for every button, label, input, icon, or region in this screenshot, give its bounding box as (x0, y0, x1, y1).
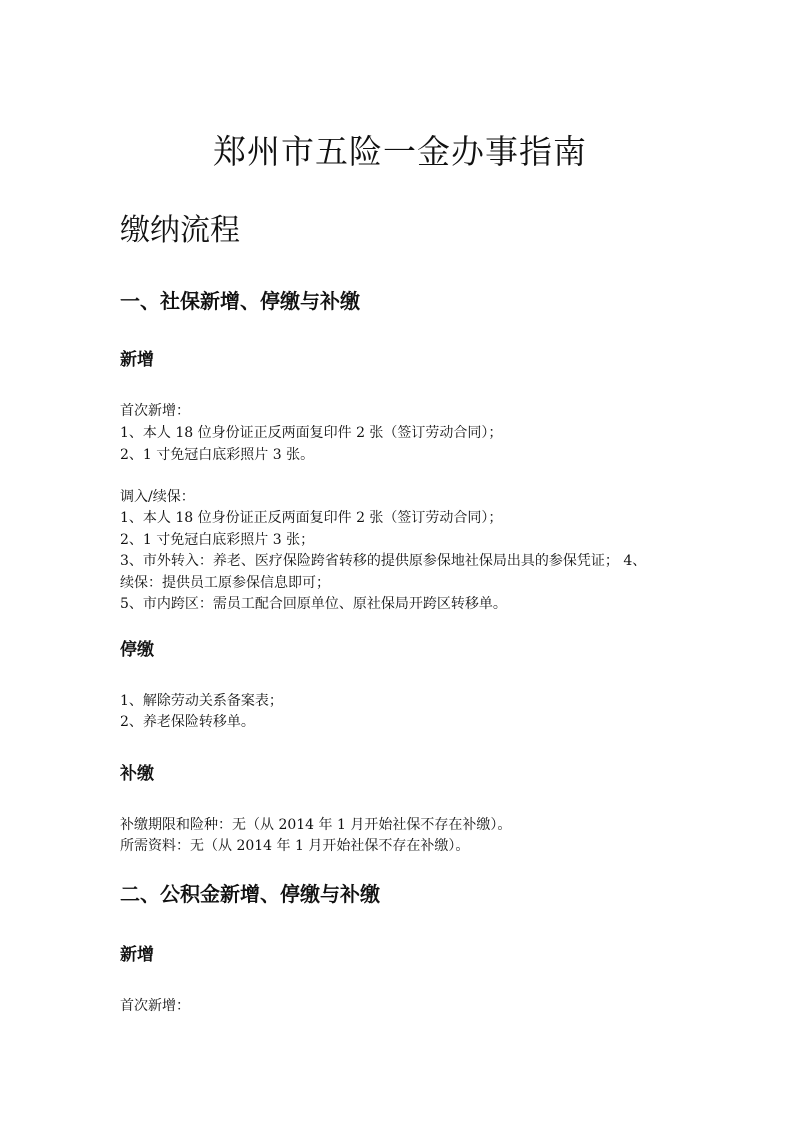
part1-transfer-item: 3、市外转入：养老、医疗保险跨省转移的提供原参保地社保局出具的参保凭证； 4、 (120, 553, 647, 569)
part1-stop-item: 2、养老保险转移单。 (120, 714, 255, 730)
part1-first-item: 2、1 寸免冠白底彩照片 3 张。 (120, 447, 315, 463)
part1-first-label: 首次新增： (120, 403, 190, 419)
part2-new-heading: 新增 (120, 945, 154, 965)
part1-transfer-item: 5、市内跨区：需员工配合回原单位、原社保局开跨区转移单。 (120, 596, 507, 612)
part1-new-heading: 新增 (120, 350, 154, 370)
part2-heading: 二、公积金新增、停缴与补缴 (120, 882, 380, 906)
part1-transfer-item: 2、1 寸免冠白底彩照片 3 张； (120, 532, 315, 548)
part1-stop-item: 1、解除劳动关系备案表； (120, 693, 283, 709)
part1-transfer-item: 1、本人 18 位身份证正反两面复印件 2 张（签订劳动合同）； (120, 510, 503, 526)
part1-supplement-heading: 补缴 (120, 764, 154, 784)
part1-transfer-item: 续保：提供员工原参保信息即可； (120, 575, 330, 591)
part2-first-label: 首次新增： (120, 998, 190, 1014)
document-title: 郑州市五险一金办事指南 (213, 132, 587, 171)
part1-supplement-item: 补缴期限和险种：无（从 2014 年 1 月开始社保不存在补缴）。 (120, 817, 512, 833)
part1-supplement-item: 所需资料：无（从 2014 年 1 月开始社保不存在补缴）。 (120, 838, 470, 854)
part1-stop-heading: 停缴 (120, 640, 154, 660)
part1-first-item: 1、本人 18 位身份证正反两面复印件 2 张（签订劳动合同）； (120, 425, 503, 441)
part1-heading: 一、社保新增、停缴与补缴 (120, 289, 360, 313)
part1-transfer-label: 调入/续保： (120, 489, 195, 505)
section-heading: 缴纳流程 (120, 213, 240, 248)
